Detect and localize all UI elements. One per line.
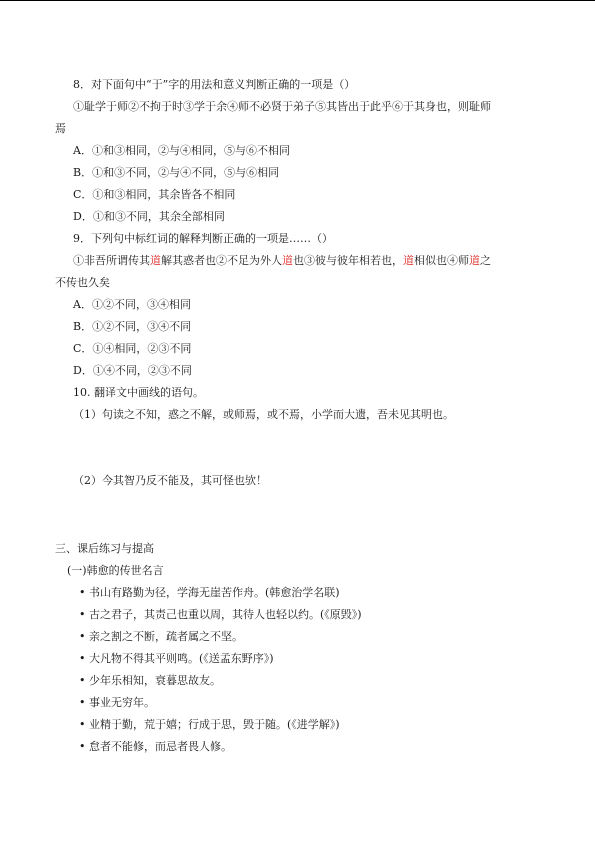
page-top-border	[0, 0, 595, 1]
q9-option-d: D．①④不同，②③不同	[73, 364, 192, 377]
quote-item	[79, 674, 221, 688]
q9-stem: 9．下列句中标红词的解释判断正确的一项是……（）	[73, 232, 333, 245]
quote-text: 怠者不能修，而忌者畏人修。	[89, 740, 232, 753]
quote-item	[79, 630, 243, 644]
quote-text: 少年乐相知，衰暮思故友。	[89, 674, 221, 687]
q9-highlight-4: 道	[469, 254, 480, 267]
q9-highlight-2: 道	[282, 254, 293, 267]
q9-sentence-line2: 不传也久矣	[55, 276, 110, 289]
quote-text: 书山有路勤为径，学海无崖苦作舟。(韩愈治学名联)	[89, 586, 340, 599]
section3-subheading: (一)韩愈的传世名言	[67, 564, 164, 577]
q8-option-b: B．①和③不同，②与④不同，⑤与⑥相同	[73, 166, 280, 179]
quote-text: 古之君子，其责己也重以周，其待人也轻以约。(《原毁》)	[89, 608, 362, 621]
q9-seg-1: ①非吾所谓传其	[73, 254, 150, 267]
quote-item	[79, 740, 232, 754]
q8-sentence-line1: ①耻学于师②不拘于时③学于余④师不必贤于弟子⑤其皆出于此乎⑥于其身也，则耻师	[73, 100, 491, 113]
q8-option-d: D．①和③不同，其余全部相同	[73, 210, 225, 223]
quote-item	[79, 652, 274, 666]
q9-highlight-3: 道	[403, 254, 414, 267]
quote-text: 大凡物不得其平则鸣。(《送孟东野序》)	[89, 652, 274, 665]
q9-sentence-line1	[73, 254, 491, 268]
q8-option-a: A．①和③相同，②与④相同，⑤与⑥不相同	[73, 144, 290, 157]
q10-sub2: （2）今其智乃反不能及，其可怪也欤！	[73, 474, 267, 487]
quote-item	[79, 718, 340, 732]
quote-text: 事业无穷年。	[89, 696, 155, 709]
q9-highlight-1: 道	[150, 254, 161, 267]
q9-option-b: B．①②不同，③④不同	[73, 320, 192, 333]
bullet-icon: •	[79, 718, 86, 731]
q8-stem: 8．对下面句中“于”字的用法和意义判断正确的一项是（）	[73, 78, 356, 91]
quote-item	[79, 696, 155, 710]
q9-seg-4: 相似也④师	[414, 254, 469, 267]
quote-item	[79, 608, 362, 622]
bullet-icon: •	[79, 608, 86, 621]
q8-sentence-line2: 焉	[55, 122, 66, 135]
q9-seg-2: 解其惑者也②不足为外人	[161, 254, 282, 267]
bullet-icon: •	[79, 630, 86, 643]
q8-option-c: C．①和③相同，其余皆各不相同	[73, 188, 236, 201]
bullet-icon: •	[79, 652, 86, 665]
quote-item	[79, 586, 340, 600]
q9-seg-3: 也③彼与彼年相若也，	[293, 254, 403, 267]
q9-option-c: C．①④相同，②③不同	[73, 342, 192, 355]
section3-heading: 三、课后练习与提高	[55, 542, 154, 555]
quote-text: 业精于勤，荒于嬉；行成于思，毁于随。(《进学解》)	[89, 718, 340, 731]
bullet-icon: •	[79, 696, 86, 709]
q9-option-a: A．①②不同，③④相同	[73, 298, 191, 311]
q10-sub1: （1）句读之不知，惑之不解，或师焉，或不焉，小学而大遗，吾未见其明也。	[73, 408, 454, 421]
bullet-icon: •	[79, 674, 86, 687]
quote-text: 亲之割之不断，疏者属之不坚。	[89, 630, 243, 643]
bullet-icon: •	[79, 740, 86, 753]
q10-stem: 10. 翻译文中画线的语句。	[73, 386, 204, 399]
q9-seg-5: 之	[480, 254, 491, 267]
bullet-icon: •	[79, 586, 86, 599]
